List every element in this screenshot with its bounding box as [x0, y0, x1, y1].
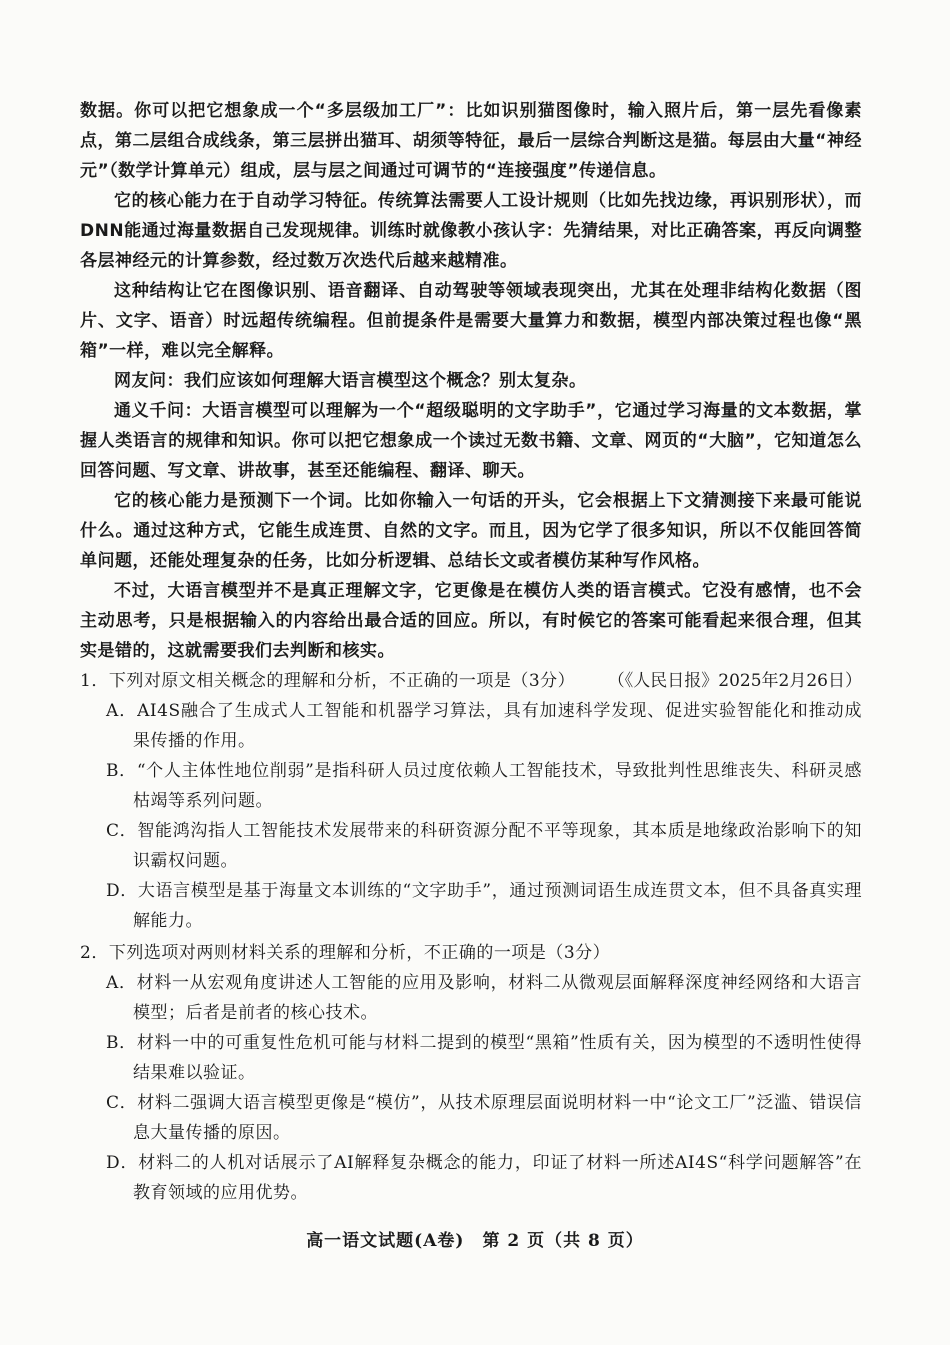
passage-paragraph-3: 这种结构让它在图像识别、语音翻译、自动驾驶等领域表现突出，尤其在处理非结构化数据（图片、文字、语音）时远超传统编程。但前提条件是需要大量算力和数据，模型内部决策过程也像“黑箱”一样，难以完全解释。: [80, 281, 862, 361]
question-1-option-b: B．“个人主体性地位削弱”是指科研人员过度依赖人工智能技术，导致批判性思维丧失、科研灵感枯竭等系列问题。: [106, 761, 862, 811]
passage-paragraph-7: 不过，大语言模型并不是真正理解文字，它更像是在模仿人类的语言模式。它没有感情，也不会主动思考，只是根据输入的内容给出最合适的回应。所以，有时候它的答案可能看起来很合理，但其实是错的，这就需要我们去判断和核实。: [80, 581, 862, 661]
question-2-option-b: B．材料一中的可重复性危机可能与材料二提到的模型“黑箱”性质有关，因为模型的不透明性使得结果难以验证。: [106, 1033, 862, 1083]
question-1: [80, 666, 862, 936]
question-1-option-a: A．AI4S融合了生成式人工智能和机器学习算法，具有加速科学发现、促进实验智能化和推动成果传播的作用。: [106, 701, 862, 751]
passage-paragraph-4: 网友问：我们应该如何理解大语言模型这个概念？别太复杂。: [114, 371, 587, 391]
reading-passage: [80, 96, 862, 696]
passage-paragraph-2: 它的核心能力在于自动学习特征。传统算法需要人工设计规则（比如先找边缘，再识别形状），而DNN能通过海量数据自己发现规律。训练时就像教小孩认字：先猜结果，对比正确答案，再反向调整各层神经元的计算参数，经过数万次迭代后越来越精准。: [80, 191, 862, 271]
passage-paragraph-5: 通义千问：大语言模型可以理解为一个“超级聪明的文字助手”，它通过学习海量的文本数据，掌握人类语言的规律和知识。你可以把它想象成一个读过无数书籍、文章、网页的“大脑”，它知道怎么回答问题、写文章、讲故事，甚至还能编程、翻译、聊天。: [80, 401, 862, 481]
question-1-option-c: C．智能鸿沟指人工智能技术发展带来的科研资源分配不平等现象，其本质是地缘政治影响下的知识霸权问题。: [106, 821, 862, 871]
page-footer: 高一语文试题(A卷) 第 2 页（共 8 页）: [306, 1231, 644, 1251]
question-list: [80, 666, 862, 1210]
question-2-option-d: D．材料二的人机对话展示了AI解释复杂概念的能力，印证了材料一所述AI4S“科学问题解答”在教育领域的应用优势。: [106, 1153, 862, 1203]
question-1-option-d: D．大语言模型是基于海量文本训练的“文字助手”，通过预测词语生成连贯文本，但不具备真实理解能力。: [106, 881, 862, 931]
passage-paragraph-1: 数据。你可以把它想象成一个“多层级加工厂”：比如识别猫图像时，输入照片后，第一层先看像素点，第二层组合成线条，第三层拼出猫耳、胡须等特征，最后一层综合判断这是猫。每层由大量“神经元”（数学计算单元）组成，层与层之间通过可调节的“连接强度”传递信息。: [80, 101, 862, 181]
passage-paragraph-6: 它的核心能力是预测下一个词。比如你输入一句话的开头，它会根据上下文猜测接下来最可能说什么。通过这种方式，它能生成连贯、自然的文字。而且，因为它学了很多知识，所以不仅能回答简单问题，还能处理复杂的任务，比如分析逻辑、总结长文或者模仿某种写作风格。: [80, 491, 862, 571]
question-2-option-c: C．材料二强调大语言模型更像是“模仿”，从技术原理层面说明材料一中“论文工厂”泛滥、错误信息大量传播的原因。: [106, 1093, 862, 1143]
question-1-stem: 1．下列对原文相关概念的理解和分析，不正确的一项是（3分）: [80, 671, 576, 691]
question-2: [80, 938, 862, 1208]
question-2-stem: 2．下列选项对两则材料关系的理解和分析，不正确的一项是（3分）: [80, 943, 611, 963]
question-2-option-a: A．材料一从宏观角度讲述人工智能的应用及影响，材料二从微观层面解释深度神经网络和大语言模型；后者是前者的核心技术。: [106, 973, 862, 1023]
passage-source: （《人民日报》2025年2月26日）: [607, 671, 862, 691]
